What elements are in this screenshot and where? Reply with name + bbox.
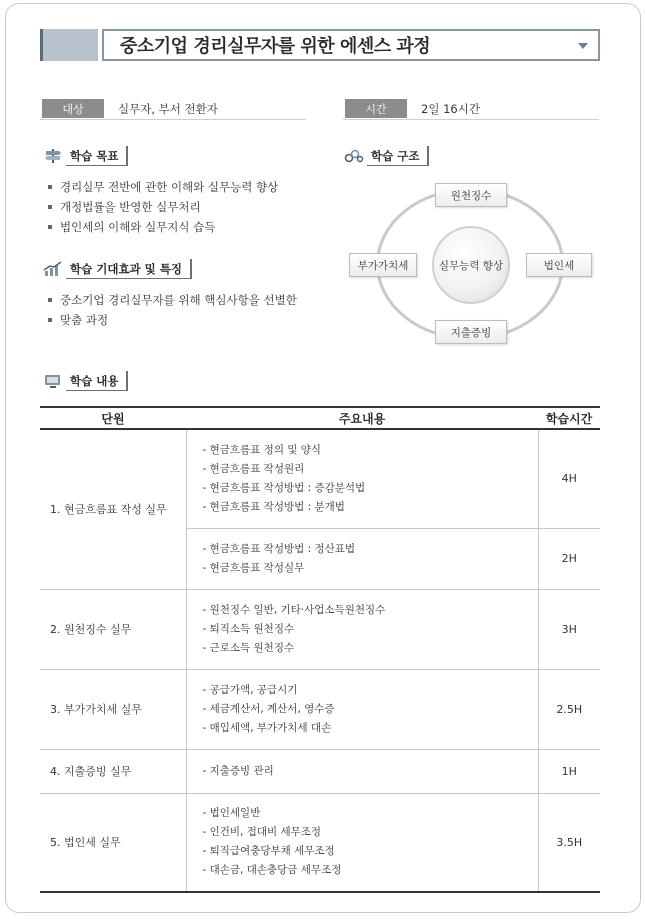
structure-heading: 학습 구조 [367,146,429,166]
content-heading: 학습 내용 [66,371,128,391]
content-line: - 인건비, 접대비 세무조정 [202,826,322,839]
signpost-icon [42,146,64,166]
target-label: 대상 [42,99,104,118]
content-line: - 현금흐름표 작성방법 : 증감분석법 [202,481,366,494]
content-line: - 법인세일반 [202,807,261,820]
duration-row [343,98,599,120]
course-content-table [40,406,600,893]
col-hours: 학습시간 [538,407,600,429]
hours-cell: 2H [538,528,600,589]
structure-node-left: 부가가치세 [349,253,417,277]
content-line: - 근로소득 원천징수 [202,641,295,654]
table-row [40,669,600,749]
hours-cell: 3H [538,589,600,669]
content-line: - 공급가액, 공급시기 [202,683,298,696]
content-line: - 세금계산서, 계산서, 영수증 [202,702,335,715]
effects-header [42,259,192,279]
target-row [40,98,306,120]
unit-cell: 4. 지출증빙 실무 [40,749,186,793]
unit-cell: 1. 현금흐름표 작성 실무 [40,429,186,589]
list-item: 중소기업 경리실무자를 위해 핵심사항을 선별한 [48,290,297,310]
structure-node-top: 원천징수 [435,183,507,207]
content-line: - 대손금, 대손충당금 세무조정 [202,864,342,877]
hours-cell: 1H [538,749,600,793]
title-tab [40,29,98,61]
structure-node-right: 법인세 [526,253,592,277]
goals-list [48,177,278,237]
unit-cell: 5. 법인세 실무 [40,793,186,892]
col-content: 주요내용 [186,407,538,429]
content-cell [186,528,538,589]
duration-value: 2일 16시간 [421,101,480,116]
unit-cell: 3. 부가가치세 실무 [40,669,186,749]
hours-cell: 3.5H [538,793,600,892]
table-row [40,429,600,528]
chevron-down-icon [578,43,588,49]
goals-heading: 학습 목표 [66,146,128,166]
link-icon [343,146,365,166]
title-box [102,29,600,61]
duration-label: 시간 [345,99,407,118]
table-row [40,749,600,793]
structure-center: 실무능력 향상 [432,226,510,304]
list-item-continuation: 맞춤 과정 [48,310,297,330]
effects-list [48,290,297,330]
table-row [40,793,600,892]
list-item: 개정법률을 반영한 실무처리 [48,197,278,217]
effects-heading: 학습 기대효과 및 특징 [66,259,192,279]
content-line: - 현금흐름표 작성실무 [202,561,305,574]
target-value: 실무자, 부서 전환자 [118,101,218,116]
col-unit: 단원 [40,407,186,429]
monitor-icon [42,371,64,391]
content-line: - 지출증빙 관리 [202,764,274,777]
content-line: - 퇴직급여충당부채 세무조정 [202,845,335,858]
list-item: 법인세의 이해와 실무지식 습득 [48,217,278,237]
content-line: - 현금흐름표 작성원리 [202,462,305,475]
unit-cell: 2. 원천징수 실무 [40,589,186,669]
content-line: - 현금흐름표 작성방법 : 정산표법 [202,542,356,555]
goals-header [42,146,128,166]
structure-node-bottom: 지출증빙 [435,320,507,344]
list-item: 경리실무 전반에 관한 이해와 실무능력 향상 [48,177,278,197]
content-line: - 현금흐름표 작성방법 : 분개법 [202,500,345,513]
table-header-row [40,407,600,429]
hours-cell: 4H [538,429,600,528]
structure-header [343,146,429,166]
content-line: - 매입세액, 부가가치세 대손 [202,721,332,734]
content-cell [186,793,538,892]
content-header [42,371,128,391]
content-cell [186,589,538,669]
bar-chart-icon [42,259,64,279]
course-title: 중소기업 경리실무자를 위한 에센스 과정 [120,36,431,57]
content-line: - 원천징수 일반, 기타·사업소득원천징수 [202,603,386,616]
course-title-bar [40,29,600,61]
table-row [40,589,600,669]
content-cell [186,429,538,528]
content-line: - 퇴직소득 원천징수 [202,622,295,635]
hours-cell: 2.5H [538,669,600,749]
content-line: - 현금흐름표 정의 및 양식 [202,443,322,456]
content-cell [186,669,538,749]
learning-structure-diagram [343,170,598,360]
content-cell [186,749,538,793]
